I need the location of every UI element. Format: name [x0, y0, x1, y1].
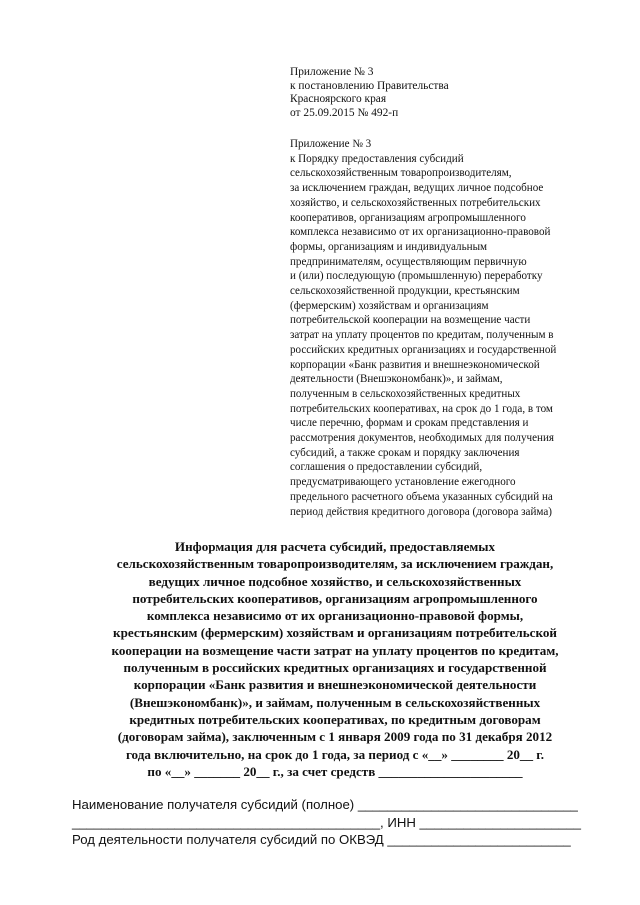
appendix-line: сельскохозяйственной продукции, крестьянским — [290, 285, 520, 298]
appendix-line: кооперативов, организациям агропромышленного — [290, 211, 526, 224]
appendix-line: полученным в сельскохозяйственных кредитных — [290, 387, 521, 400]
title-line: ведущих личное подсобное хозяйство, и сельскохозяйственных — [148, 573, 522, 589]
appendix-line: числе перечню, формам и срокам представления и — [290, 417, 529, 430]
appendix-line: формы, организациям и индивидуальным — [290, 240, 488, 253]
appendix-line: рассмотрения документов, необходимых для получения — [290, 432, 554, 445]
appendix-line: российских кредитных организациях и государственной — [290, 343, 557, 356]
document-title — [70, 538, 600, 780]
appendix-line: сельскохозяйственным товаропроизводителям, — [290, 167, 512, 180]
approval-reference-block — [290, 66, 630, 120]
approval-line: Приложение № 3 — [290, 66, 374, 78]
title-line: комплекса независимо от их организационно-правовой формы, — [146, 608, 524, 624]
title-line: корпорации «Банк развития и внешнеэкономической деятельности — [133, 677, 537, 693]
appendix-line: за исключением граждан, ведущих личное подсобное — [290, 182, 544, 195]
appendix-line: комплекса независимо от их организационно-правовой — [290, 226, 551, 239]
appendix-line: корпорации «Банк развития и внешнеэкономической — [290, 358, 540, 371]
appendix-line: соглашения о предоставлении субсидий, — [290, 461, 483, 474]
title-line: Информация для расчета субсидий, предоставляемых — [174, 539, 496, 554]
title-line: года включительно, на срок до 1 года, за период с «__» ________ 20__ г. — [125, 746, 545, 762]
appendix-line: хозяйство, и сельскохозяйственных потребительских — [290, 196, 541, 209]
appendix-line: к Порядку предоставления субсидий — [290, 152, 464, 165]
form-fields — [72, 796, 612, 849]
appendix-reference-block — [290, 137, 630, 519]
appendix-line: и (или) последующую (промышленную) переработку — [290, 270, 543, 283]
appendix-line: деятельности (Внешэкономбанк)», и займам, — [290, 373, 503, 386]
okved-field: Род деятельности получателя субсидий по ОКВЭД _________________________ — [72, 832, 571, 848]
appendix-line: предусматривающего установление ежегодного — [290, 476, 516, 489]
appendix-line: субсидий, а также срокам и порядку заключения — [290, 446, 520, 459]
title-line: кооперации на возмещение части затрат на уплату процентов по кредитам, — [111, 642, 559, 658]
appendix-line: затрат на уплату процентов по кредитам, полученным в — [290, 329, 554, 342]
title-line: (Внешэкономбанк)», и займам, полученным в сельскохозяйственных — [129, 694, 541, 710]
title-line: (договорам займа), заключенным с 1 января 2009 года по 31 декабря 2012 — [117, 729, 553, 745]
title-line: полученным в российских кредитных организациях и государственной — [123, 660, 547, 676]
title-line: по «__» _______ 20__ г., за счет средств ______________________ — [147, 763, 523, 779]
appendix-line: предпринимателям, осуществляющим первичную — [290, 255, 527, 268]
inn-field: __________________________________________, ИНН ______________________ — [72, 814, 581, 830]
approval-line: к постановлению Правительства — [290, 79, 449, 92]
appendix-line: потребительской кооперации на возмещение части — [290, 314, 531, 327]
title-line: потребительских кооперативов, организациям агропромышленного — [132, 590, 538, 606]
title-line: сельскохозяйственным товаропроизводителям, за исключением граждан, — [116, 556, 554, 572]
recipient-name-field: Наименование получателя субсидий (полное) ______________________________ — [72, 797, 578, 812]
appendix-line: Приложение № 3 — [290, 138, 372, 150]
title-line: крестьянским (фермерским) хозяйствам и организациям потребительской — [113, 625, 557, 641]
approval-line: от 25.09.2015 № 492-п — [290, 106, 399, 119]
appendix-line: (фермерским) хозяйствам и организациям — [290, 299, 489, 312]
appendix-line: предельного расчетного объема указанных субсидий на — [290, 490, 553, 503]
appendix-line: потребительских кооперативах, на срок до 1 года, в том — [290, 402, 553, 415]
title-line: кредитных потребительских кооперативах, по кредитным договорам — [129, 711, 541, 727]
appendix-line: период действия кредитного договора (договора займа) — [290, 505, 552, 518]
approval-line: Красноярского края — [290, 93, 387, 106]
